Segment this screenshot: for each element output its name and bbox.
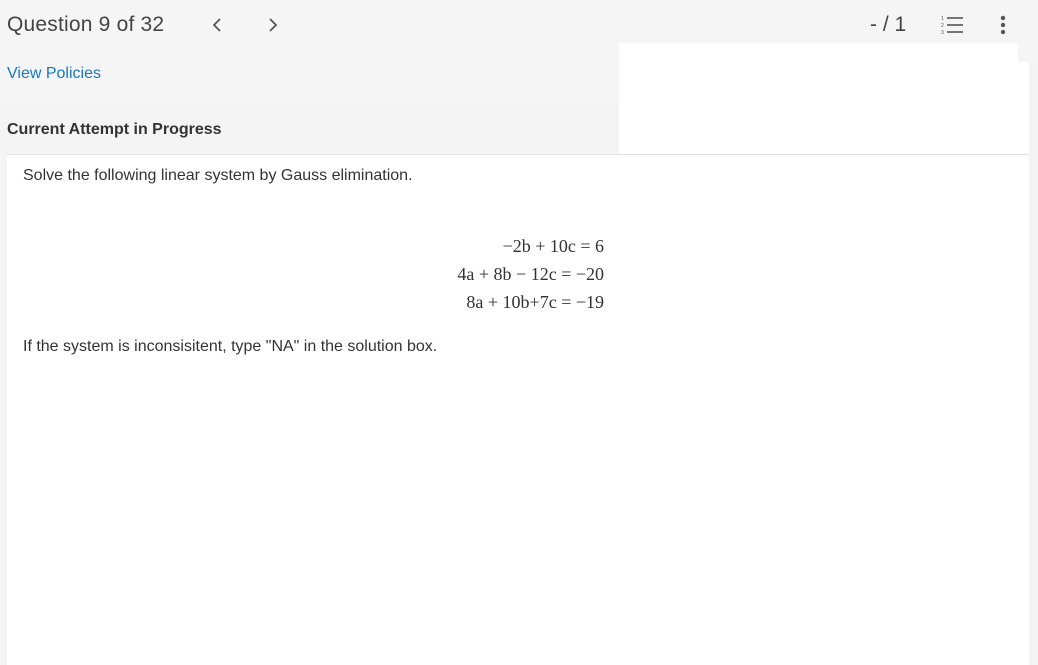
previous-question-button[interactable] — [205, 12, 229, 38]
equation-line: 8a + 10b+7c = −19 — [466, 292, 604, 312]
attempt-heading: Current Attempt in Progress — [7, 121, 222, 138]
question-list-button[interactable] — [940, 14, 966, 36]
equation-line: −2b + 10c = 6 — [502, 236, 604, 256]
more-options-button[interactable] — [993, 12, 1013, 38]
question-prompt: Solve the following linear system by Gauss elimination. — [23, 167, 413, 184]
question-instruction: If the system is inconsisitent, type "NA" in the solution box. — [23, 338, 438, 355]
equation-line: 4a + 8b − 12c = −20 — [457, 264, 604, 284]
vertical-ellipsis-icon — [993, 12, 1013, 38]
svg-text:3: 3 — [941, 30, 944, 36]
next-question-button[interactable] — [261, 12, 285, 38]
svg-text:2: 2 — [941, 23, 944, 29]
answer-panel-top — [619, 43, 1018, 63]
equation-system — [380, 232, 604, 316]
svg-text:1: 1 — [941, 16, 944, 22]
chevron-left-icon — [212, 17, 222, 33]
score-display: - / 1 — [870, 13, 907, 36]
numbered-list-icon — [940, 14, 966, 36]
view-policies-link[interactable]: View Policies — [7, 65, 101, 82]
question-counter: Question 9 of 32 — [7, 13, 165, 36]
chevron-right-icon — [268, 17, 278, 33]
